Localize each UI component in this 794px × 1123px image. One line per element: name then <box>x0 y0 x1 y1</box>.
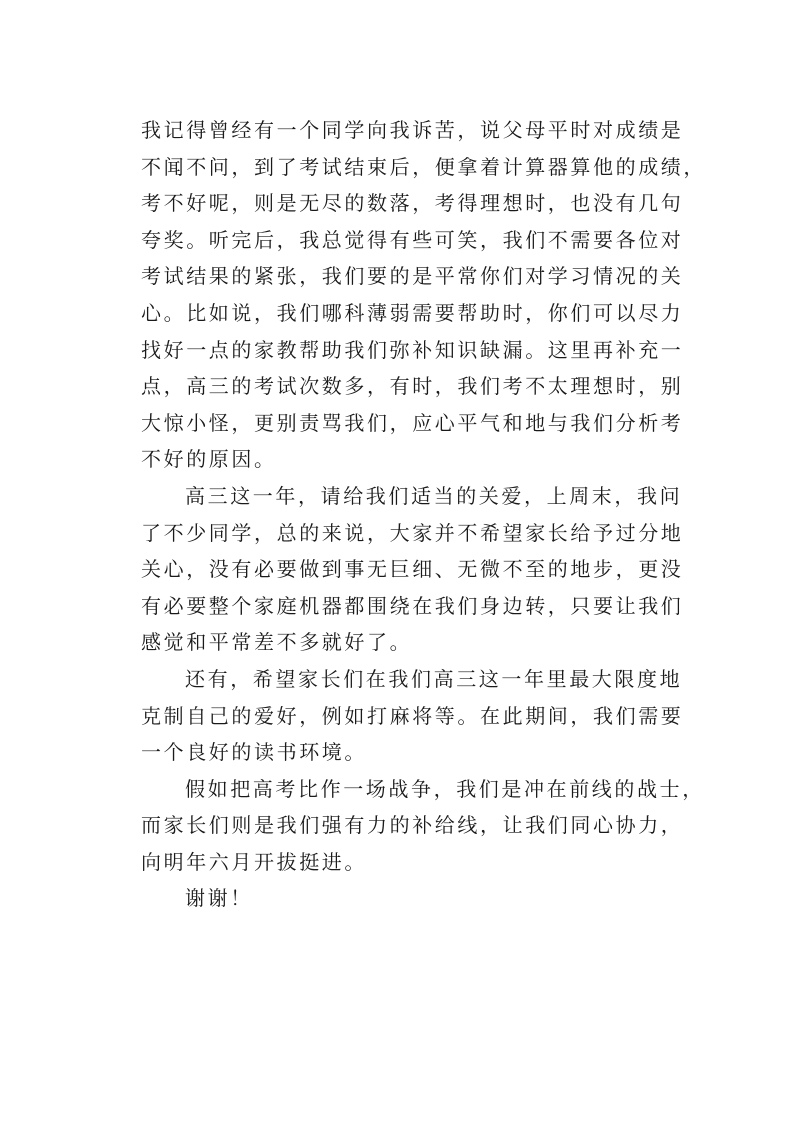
text-line: 考不好呢，则是无尽的数落，考得理想时，也没有几句 <box>141 191 684 216</box>
text-line: 关心，没有必要做到事无巨细、无微不至的地步，更没 <box>141 557 684 582</box>
paragraph-2 <box>141 478 684 661</box>
text-line: 感觉和平常差不多就好了。 <box>141 630 413 655</box>
text-line: 不闻不问，到了考试结束后，便拿着计算器算他的成绩， <box>141 154 706 179</box>
text-line: 心。比如说，我们哪科薄弱需要帮助时，你们可以尽力 <box>141 300 684 325</box>
text-line: 点，高三的考试次数多，有时，我们考不太理想时，别 <box>141 374 684 399</box>
text-line: 还有，希望家长们在我们高三这一年里最大限度地 <box>185 666 683 691</box>
text-line: 而家长们则是我们强有力的补给线，让我们同心协力， <box>141 813 684 838</box>
paragraph-5 <box>141 880 671 917</box>
text-line: 向明年六月开拔挺进。 <box>141 849 367 874</box>
text-line: 找好一点的家教帮助我们弥补知识缺漏。这里再补充一 <box>141 337 684 362</box>
text-line: 考试结果的紧张，我们要的是平常你们对学习情况的关 <box>141 264 684 289</box>
text-line: 谢谢！ <box>185 886 253 911</box>
text-line: 大惊小怪，更别责骂我们，应心平气和地与我们分析考 <box>141 410 684 435</box>
text-line: 不好的原因。 <box>141 447 277 472</box>
paragraph-4 <box>141 771 705 881</box>
text-line: 高三这一年，请给我们适当的关爱，上周末，我问 <box>185 483 683 508</box>
document-body <box>141 112 706 917</box>
text-line: 克制自己的爱好，例如打麻将等。在此期间，我们需要 <box>141 703 684 728</box>
text-line: 我记得曾经有一个同学向我诉苦，说父母平时对成绩是 <box>141 118 684 142</box>
paragraph-3 <box>141 661 684 771</box>
text-line: 一个良好的读书环境。 <box>141 740 367 765</box>
text-line: 夸奖。听完后，我总觉得有些可笑，我们不需要各位对 <box>141 227 684 252</box>
text-line: 有必要整个家庭机器都围绕在我们身边转，只要让我们 <box>141 593 684 618</box>
text-line: 假如把高考比作一场战争，我们是冲在前线的战士， <box>185 776 705 801</box>
paragraph-1 <box>141 112 706 478</box>
text-line: 了不少同学，总的来说，大家并不希望家长给予过分地 <box>141 520 684 545</box>
